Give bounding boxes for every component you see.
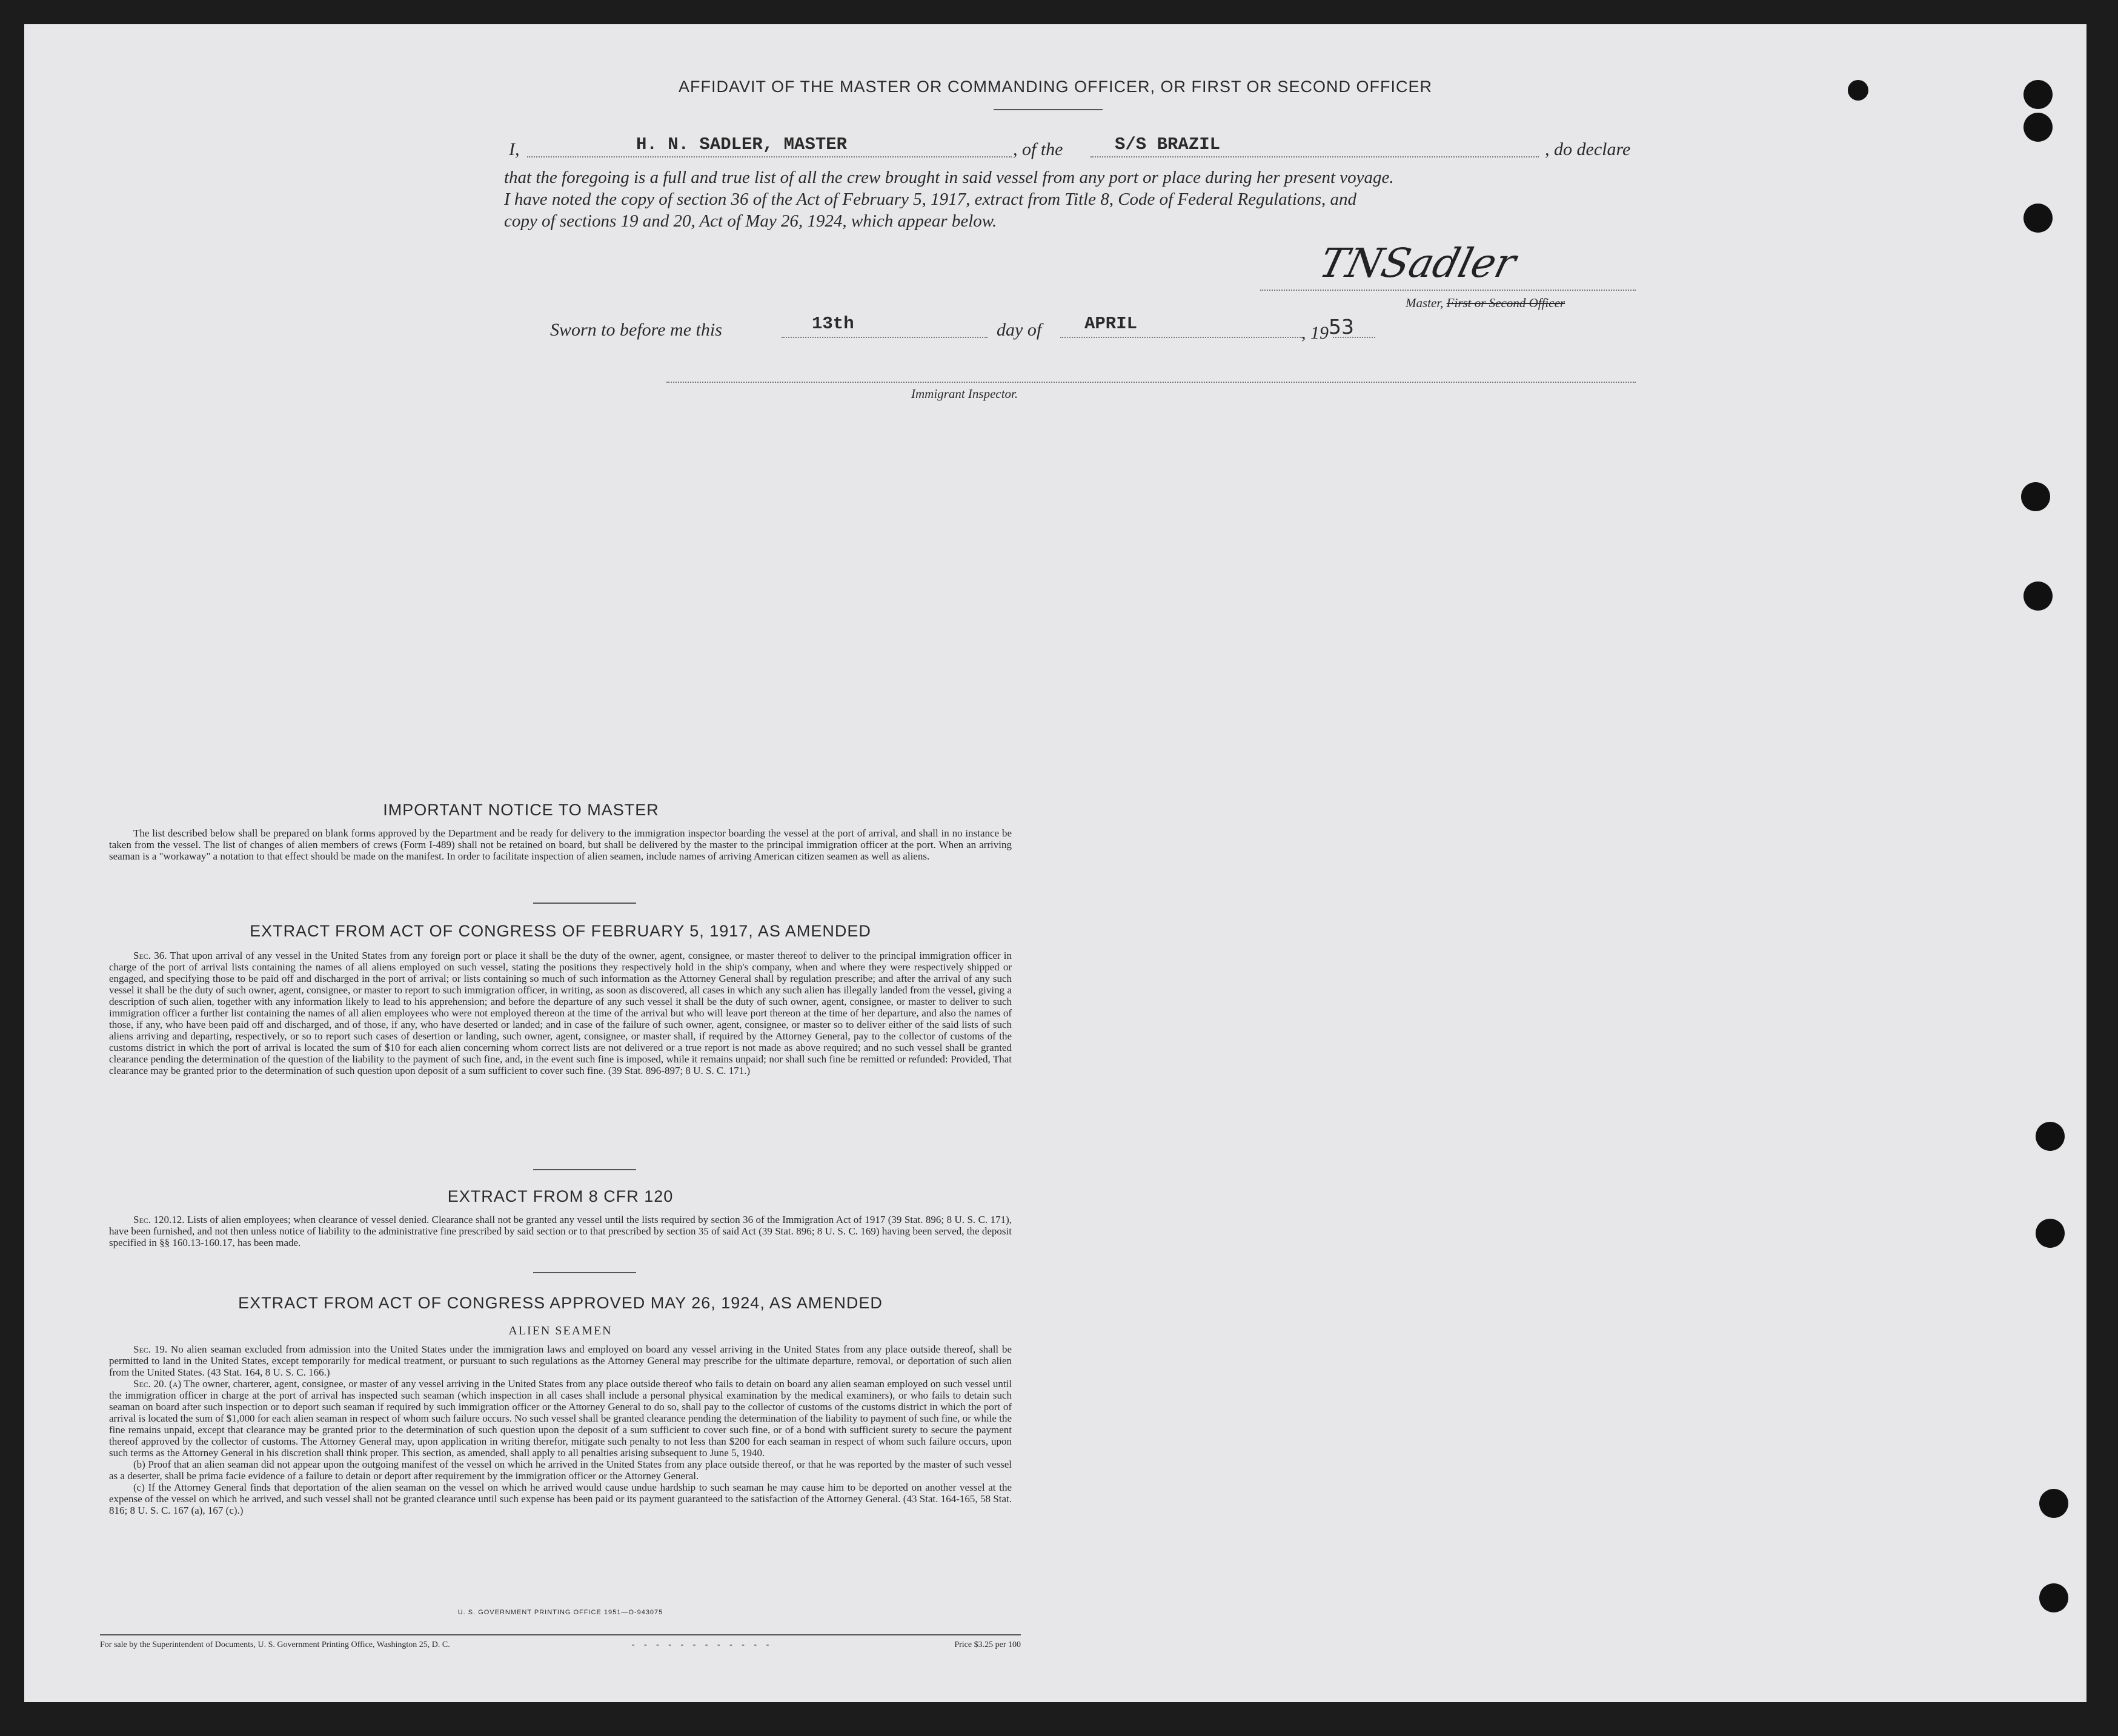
punch-hole bbox=[2036, 1219, 2065, 1248]
sec-20a-text: The owner, charterer, agent, consignee, or master of any vessel arriving in the United States from any place outside thereof who fails to detain on board any alien seaman employed on such vessel until the immigration officer in charge at the port of arrival has inspected such seaman (which inspection in all cases shall include a personal physical examination by the medical examiners), or who fails to detain such seaman on board after such inspection or to deport such seaman if required by such immigration officer or the Attorney General to do so, shall pay to the collector of customs of the customs district in which the port of arrival is located the sum of $1,000 for each alien seaman in respect of whom such failure occurs. No such vessel shall be granted clearance pending the determination of the liability to payment of such fine, or while the fine remains unpaid, except that clearance may be granted prior to the determination of such question upon the deposit of a sum sufficient to cover such fine, or of a bond with sufficient surety to secure the payment thereof approved by the collector of customs. The Attorney General may, upon application in writing therefor, mitigate such penalty to not less than $200 for each seaman in respect of whom such failure occurs, upon such terms as the Attorney General in his discretion shall think proper. This section, as amended, shall apply to all penalties arising subsequent to June 5, 1940. bbox=[109, 1378, 1012, 1459]
declaration-line: that the foregoing is a full and true list of all the crew brought in said vessel from any port or place during her present voyage. bbox=[504, 168, 1394, 187]
notice-text bbox=[109, 827, 1012, 862]
declaration-line: copy of sections 19 and 20, Act of May 26, 1924, which appear below. bbox=[504, 211, 997, 231]
declarant-prefix: I, bbox=[509, 139, 520, 159]
signature-line bbox=[1260, 290, 1636, 291]
extract-1924-title: EXTRACT FROM ACT OF CONGRESS APPROVED MAY 26, 1924, AS AMENDED bbox=[238, 1294, 883, 1312]
punch-hole bbox=[1848, 80, 1868, 101]
alien-seamen-subtitle: ALIEN SEAMEN bbox=[508, 1324, 612, 1337]
section-divider bbox=[533, 1169, 636, 1170]
extract-1917-text bbox=[109, 950, 1012, 1076]
extract-1917-title: EXTRACT FROM ACT OF CONGRESS OF FEBRUARY 5, 1917, AS AMENDED bbox=[250, 922, 871, 940]
day-line bbox=[782, 337, 988, 338]
vessel-line bbox=[1091, 156, 1539, 157]
sec-36-label: Sec. 36. bbox=[133, 950, 167, 961]
sec-120-text: Lists of alien employees; when clearance of vessel denied. Clearance shall not be granted any vessel until the lists required by section 36 of the Immigration Act of 1917 (39 Stat. 896; 8 U. S. C. 171), have been furnished, and not then unless notice of liability to the administrative fine prescribed by said section or to that prescribed by section 35 of said Act (39 Stat. 896; 8 U. S. C. 169) having been served, the deposit specified in §§ 160.13-160.17, has been made. bbox=[109, 1214, 1012, 1248]
sec-19-label: Sec. 19. bbox=[133, 1343, 168, 1355]
sworn-day: 13th bbox=[812, 314, 854, 334]
sworn-month: APRIL bbox=[1084, 314, 1138, 334]
footer-dots: - - - - - - - - - - - - bbox=[631, 1640, 773, 1649]
sec-20c-label: (c) bbox=[133, 1482, 145, 1493]
sec-36-text: That upon arrival of any vessel in the United States from any foreign port or place it shall be the duty of the owner, agent, consignee, or master thereof to deliver to the principal immigration officer in charge of the port of arrival lists containing the names of all aliens employed on such vessel, stating the positions they respectively hold in the ship's company, when and where they were respectively shipped or engaged, and specifying those to be paid off and discharged in the port of arrival; or lists containing so much of such information as the Attorney General shall by regulation prescribe; and after the arrival of any such vessel it shall be the duty of such owner, agent, consignee, or master to report to such immigration officer, in writing, as soon as discovered, all cases in which any such alien has illegally landed from the vessel, giving a description of such alien, together with any information likely to lead to his apprehension; and before the departure of any such vessel it shall be the duty of such owner, agent, consignee, or master to deliver to such immigration officer a further list containing the names of all alien employees who were not employed thereon at the time of the arrival but who will leave port thereon at the time of her departure, and also the names of those, if any, who have been paid off and discharged, and of those, if any, who have deserted or landed; and in case of the failure of such owner, agent, consignee, or master so to deliver either of the said lists of such aliens arriving and departing, respectively, or so to report such cases of desertion or landing, such owner, agent, consignee, or master shall, if required by the Attorney General, pay to the collector of customs of the customs district in which the port of arrival is located the sum of $10 for each alien concerning whom correct lists are not delivered or a true report is not made as above required; and no such vessel shall be granted clearance pending the determination of the question of the liability to the payment of such fine, and, in the event such fine is imposed, while it remains unpaid; nor shall such fine be remitted or refunded: Provided, That clearance may be granted prior to the determination of such question upon deposit of a sum sufficient to cover such fine. (39 Stat. 896-897; 8 U. S. C. 171.) bbox=[109, 950, 1012, 1076]
punch-hole bbox=[2023, 581, 2053, 611]
year-suffix: 53 bbox=[1329, 315, 1354, 339]
footer-line bbox=[100, 1640, 1021, 1650]
punch-hole bbox=[2023, 204, 2053, 233]
punch-hole bbox=[2036, 1122, 2065, 1151]
punch-hole bbox=[2039, 1583, 2068, 1612]
punch-hole bbox=[2021, 482, 2050, 511]
vessel-name: S/S BRAZIL bbox=[1115, 134, 1221, 154]
punch-hole bbox=[2023, 80, 2053, 109]
signature-caption-struck: First or Second Officer bbox=[1446, 296, 1565, 310]
sec-120-label: Sec. 120.12. bbox=[133, 1214, 185, 1225]
signature-caption-master: Master, bbox=[1406, 296, 1444, 310]
signature-caption bbox=[1406, 296, 1565, 311]
sale-notice: For sale by the Superintendent of Documents, U. S. Government Printing Office, Washington 25, D. C. bbox=[100, 1640, 450, 1649]
extract-1924-text bbox=[109, 1343, 1012, 1516]
inspector-line bbox=[666, 382, 1636, 383]
master-signature: TNSadler bbox=[1315, 240, 1521, 287]
month-line bbox=[1060, 337, 1303, 338]
notice-paragraph: The list described below shall be prepared on blank forms approved by the Department and be ready for delivery to the immigration inspector boarding the vessel at the port of arrival, and shall in no instance be taken from the vessel. The list of changes of alien members of crews (Form I-489) shall not be retained on board, but shall be delivered by the master to the principal immigration officer at the port. When an arriving seaman is a "workaway" a notation to that effect should be made on the manifest. In order to facilitate inspection of alien seamen, include names of arriving American citizen seamen as well as aliens. bbox=[109, 827, 1012, 862]
affidavit-title: AFFIDAVIT OF THE MASTER OR COMMANDING OFFICER, OR FIRST OR SECOND OFFICER bbox=[678, 78, 1433, 96]
of-the-label: , of the bbox=[1013, 139, 1063, 159]
do-declare-label: , do declare bbox=[1545, 139, 1631, 159]
price-notice: Price $3.25 per 100 bbox=[954, 1640, 1021, 1649]
extract-cfr-title: EXTRACT FROM 8 CFR 120 bbox=[447, 1187, 674, 1205]
punch-hole bbox=[2039, 1489, 2068, 1518]
section-divider bbox=[533, 1272, 636, 1273]
sec-20c-text: If the Attorney General finds that deportation of the alien seaman on the vessel on which he arrived would cause undue hardship to such seaman he may cause him to be deported on another vessel at the expense of the vessel on which he arrived, and such vessel shall not be granted clearance until such expense has been paid or its payment guaranteed to the satisfaction of the Attorney General. (43 Stat. 164-165, 58 Stat. 816; 8 U. S. C. 167 (a), 167 (c).) bbox=[109, 1482, 1012, 1516]
sec-20a-label: Sec. 20. (a) bbox=[133, 1378, 182, 1390]
year-prefix: , 19 bbox=[1301, 323, 1329, 343]
declaration-line: I have noted the copy of section 36 of the Act of February 5, 1917, extract from Title 8, Code of Federal Regulations, and bbox=[504, 190, 1357, 209]
extract-cfr-text bbox=[109, 1214, 1012, 1248]
document-page bbox=[24, 24, 2086, 1702]
inspector-caption: Immigrant Inspector. bbox=[911, 386, 1018, 401]
sec-20b-text: Proof that an alien seaman did not appear upon the outgoing manifest of the vessel on which he arrived in the United States from any place outside thereof, or that he was reported by the master of such vessel as a deserter, shall be prima facie evidence of a failure to detain or deport after requirement by the immigration officer or the Attorney General. bbox=[109, 1459, 1012, 1482]
title-divider bbox=[994, 109, 1103, 110]
declaration-text bbox=[504, 167, 1643, 232]
sec-20b-label: (b) bbox=[133, 1459, 145, 1470]
master-name: H. N. SADLER, MASTER bbox=[636, 134, 848, 154]
sec-19-text: No alien seaman excluded from admission into the United States under the immigration laws and employed on board any vessel arriving in the United States from any place outside thereof, shall be permitted to land in the United States, except temporarily for medical treatment, or pursuant to such regulations as the Attorney General may prescribe for the ultimate departure, removal, or deportation of such alien from the United States. (43 Stat. 164, 8 U. S. C. 166.) bbox=[109, 1343, 1012, 1378]
name-line bbox=[527, 156, 1012, 157]
footer-rule bbox=[100, 1634, 1021, 1635]
section-divider bbox=[533, 903, 636, 904]
punch-hole bbox=[2023, 113, 2053, 142]
year-line bbox=[1333, 337, 1375, 338]
year-label bbox=[1301, 315, 1354, 343]
gpo-imprint: U. S. GOVERNMENT PRINTING OFFICE 1951—O-943075 bbox=[457, 1609, 663, 1616]
sworn-label: Sworn to before me this bbox=[550, 320, 722, 340]
notice-title: IMPORTANT NOTICE TO MASTER bbox=[383, 801, 659, 819]
day-of-label: day of bbox=[997, 320, 1042, 340]
